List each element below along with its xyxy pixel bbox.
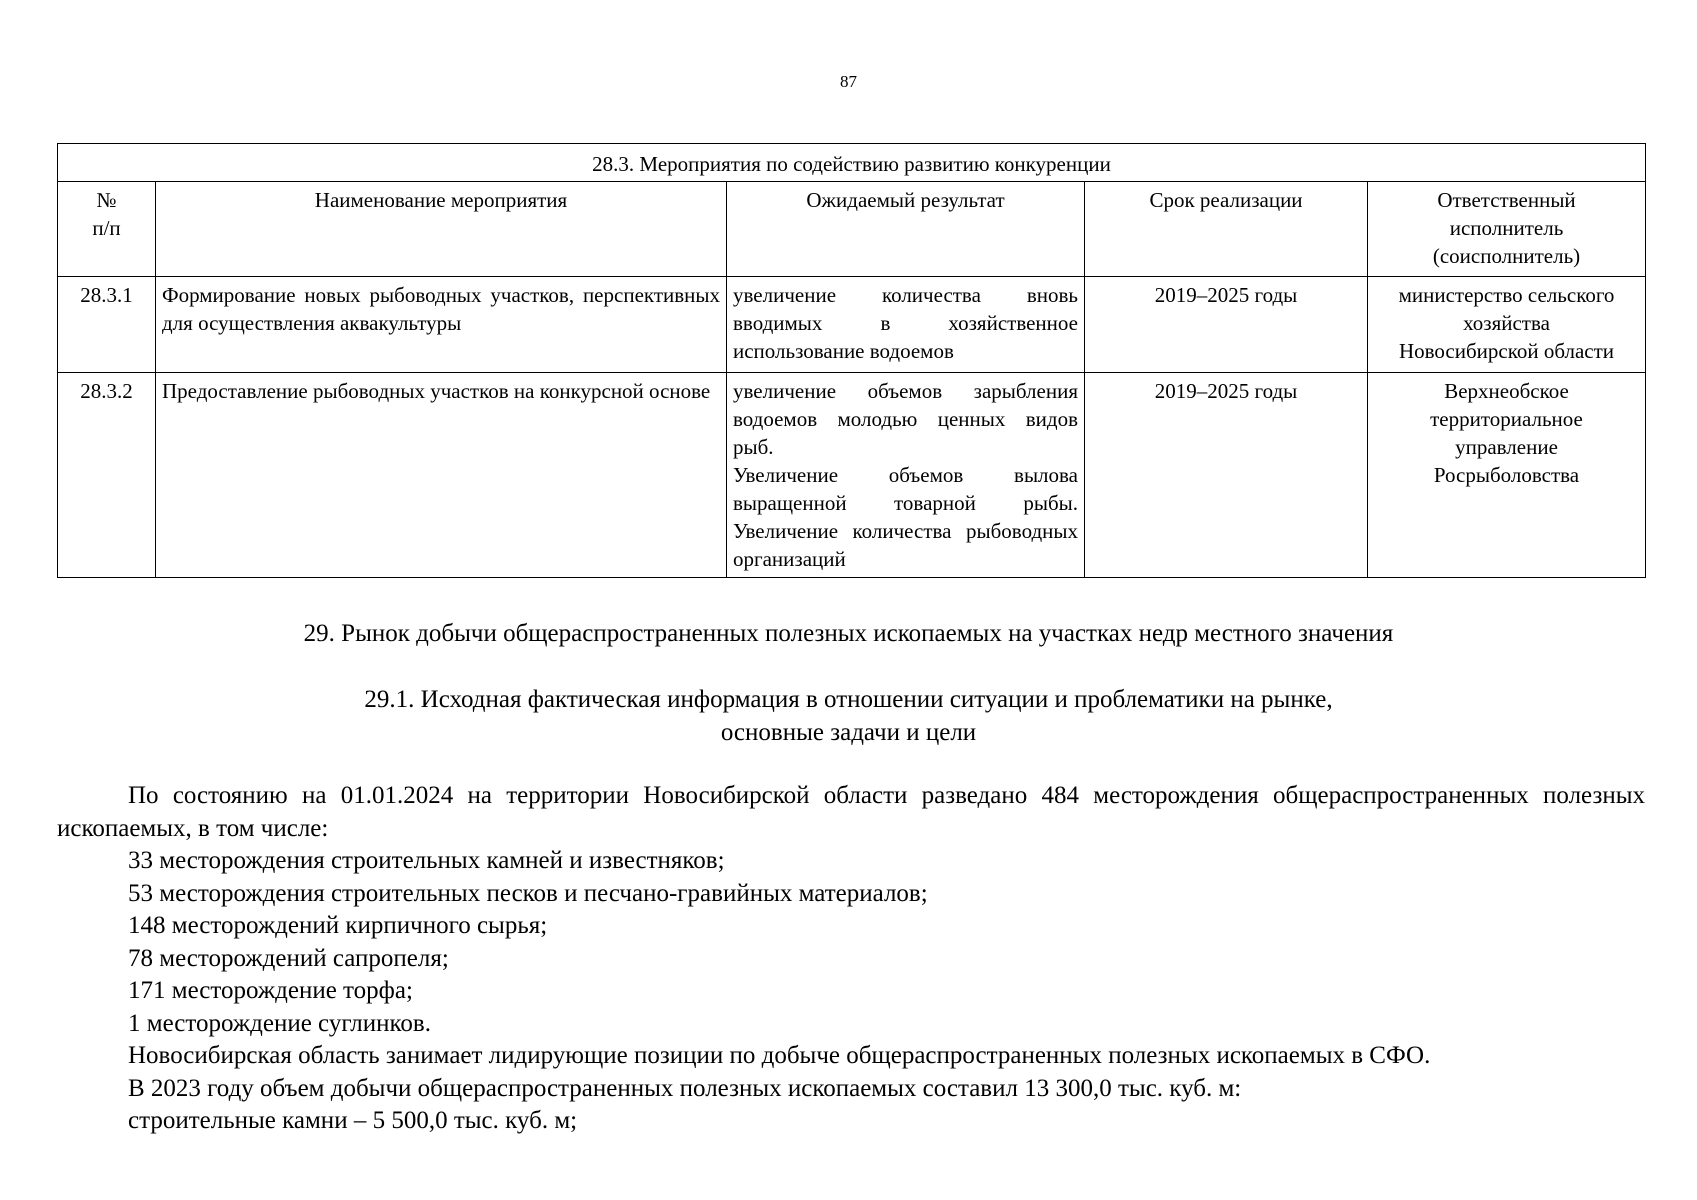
row-result-line: увеличение объемов зарыбления водоемов молодью ценных видов рыб. <box>733 379 1078 459</box>
table-row <box>58 277 1646 373</box>
section-29-1-title-line: 29.1. Исходная фактическая информация в отношении ситуации и проблематики на рынке, <box>364 686 1333 713</box>
header-term: Срок реализации <box>1085 182 1368 277</box>
row-num: 28.3.2 <box>58 373 156 578</box>
header-result: Ожидаемый результат <box>727 182 1085 277</box>
table-caption: 28.3. Мероприятия по содействию развитию конкуренции <box>58 144 1646 182</box>
row-responsible-line: территориальное <box>1430 407 1583 431</box>
row-num: 28.3.1 <box>58 277 156 373</box>
row-term: 2019–2025 годы <box>1085 277 1368 373</box>
header-responsible-line: (соисполнитель) <box>1432 244 1581 268</box>
row-responsible-line: министерство сельского <box>1398 283 1615 307</box>
header-responsible-line: Ответственный <box>1437 188 1576 212</box>
paragraph: 53 месторождения строительных песков и песчано-гравийных материалов; <box>128 879 928 907</box>
section-29-title: 29. Рынок добычи общераспространенных полезных ископаемых на участках недр местного значения <box>303 620 1394 647</box>
header-responsible <box>1368 182 1646 277</box>
measures-table <box>57 143 1646 578</box>
table-caption-row <box>58 144 1646 182</box>
row-term: 2019–2025 годы <box>1085 373 1368 578</box>
table-header-row <box>58 182 1646 277</box>
paragraph: В 2023 году объем добычи общераспространенных полезных ископаемых составил 13 300,0 тыс. куб. м: <box>128 1074 1242 1102</box>
paragraph: 33 месторождения строительных камней и известняков; <box>128 847 725 874</box>
row-result-line: Увеличение количества рыбоводных организаций <box>733 519 1078 571</box>
section-29-1-title <box>0 683 1697 749</box>
row-name: Предоставление рыбоводных участков на конкурсной основе <box>156 373 727 578</box>
paragraph: По состоянию на 01.01.2024 на территории Новосибирской области разведано 484 месторождения общераспространенных полезных ископаемых, в том числе: <box>57 782 1645 842</box>
row-result: увеличение количества вновь вводимых в хозяйственное использование водоемов <box>727 277 1085 373</box>
header-num <box>58 182 156 277</box>
row-result-line: Увеличение объемов вылова выращенной товарной рыбы. <box>733 463 1078 515</box>
table-row <box>58 373 1646 578</box>
header-name: Наименование мероприятия <box>156 182 727 277</box>
header-responsible-line: исполнитель <box>1449 216 1564 240</box>
page-number: 87 <box>840 72 857 91</box>
section-29-1-title-line: основные задачи и цели <box>720 719 977 746</box>
header-num-line: № <box>96 188 117 212</box>
row-responsible <box>1368 373 1646 578</box>
row-responsible-line: хозяйства <box>1463 311 1550 335</box>
row-name: Формирование новых рыбоводных участков, перспективных для осуществления аквакультуры <box>156 277 727 373</box>
paragraph: Новосибирская область занимает лидирующие позиции по добыче общераспространенных полезных ископаемых в СФО. <box>128 1042 1431 1069</box>
header-num-line: п/п <box>92 216 121 240</box>
row-responsible-line: Новосибирской области <box>1398 339 1615 363</box>
paragraph: 171 месторождение торфа; <box>128 977 413 1004</box>
paragraph: 1 месторождение суглинков. <box>128 1009 431 1037</box>
body-text <box>57 780 1645 1138</box>
row-responsible-line: Росрыболовства <box>1433 463 1580 487</box>
paragraph: 148 месторождений кирпичного сырья; <box>128 912 548 939</box>
row-responsible-line: Верхнеобское <box>1444 379 1569 403</box>
paragraph: строительные камни – 5 500,0 тыс. куб. м; <box>128 1107 578 1134</box>
row-responsible <box>1368 277 1646 373</box>
paragraph: 78 месторождений сапропеля; <box>128 944 449 972</box>
row-result <box>727 373 1085 578</box>
row-responsible-line: управление <box>1455 435 1558 459</box>
